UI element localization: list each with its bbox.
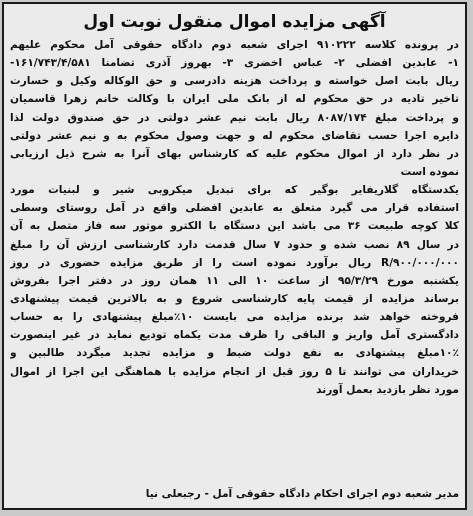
notice-line: مورد نظر بازدید بعمل آورند [316,383,459,396]
notice-line: یکدستگاه گلاریفایر بوگیر که برای تبدیل میکروبی شیر و لبنیات مورد [10,184,459,197]
notice-line: ریال بابت اصل خواسته و پرداخت هزینه دادرسی و حق الوکاله وکیل و خسارت [10,75,459,88]
notice-line: R/۹۰۰/۰۰۰/۰۰۰ ریال برآورد نموده است را از طریق مزایده حضوری در روز [10,256,459,269]
notice-line: استفاده قرار می گیرد متعلق به عابدین افضلی واقع در آمل روستای وسطی [10,202,459,215]
notice-line: و پرداخت مبلغ ۸۰۸۷/۱۷۴ ریال بابت نیم عشر دولتی در حق صندوق دولت لذا [10,111,459,124]
notice-line: کلا کوچه طبیعت ۳۶ می باشد این دستگاه با الکترو موتور سه فاز متصل به آن [10,220,459,233]
auction-notice [2,2,467,510]
notice-title: آگهی مزایده اموال منقول نوبت اول [83,12,386,32]
notice-line: تاخیر تادیه در حق محکوم له از بانک ملی ایران با وکالت خانم زهرا قاسمیان [10,93,459,106]
notice-line: دایره اجرا حسب تقاضای محکوم له و جهت وصول محکوم به و نیم عشر دولتی [10,129,459,142]
notice-signature: مدیر شعبه دوم اجرای احکام دادگاه حقوقی آمل - رجبعلی نیا [145,488,459,500]
notice-line: در پرونده کلاسه ۹۱۰۲۲۲ اجرای شعبه دوم دادگاه حقوقی آمل محکوم علیهم [10,39,459,51]
notice-line: فروخته خواهد شد برنده مزایده می بایست ۱۰٪مبلغ پیشنهادی را به حساب [10,311,459,324]
notice-line: خریداران می توانند تا ۵ روز قبل از انجام مزایده با هماهنگی این اجرا از اموال [10,365,459,378]
notice-line: دادگستری آمل واریز و الباقی را ظرف مدت یکماه تودیع نماید در غیر اینصورت [10,329,459,342]
notice-body [10,36,459,399]
notice-line: در نظر دارد از اموال محکوم علیه که کارشناس بهای آنرا به شرح ذیل ارزیابی [10,147,459,160]
notice-line: ۱۰٪مبلغ پیشنهادی به نفع دولت ضبط و مزایده تجدید میگردد طالبین و [10,347,459,360]
notice-line: یکشنبه مورخ ۹۵/۳/۲۹ از ساعت ۱۰ الی ۱۱ همان روز در دفتر اجرا بفروش [10,274,459,287]
notice-line: در سال ۸۹ نصب شده و حدود ۷ سال قدمت دارد کارشناسی ارزش آن را مبلغ [10,238,459,251]
notice-line: برساند مزایده از قیمت پایه کارشناسی شروع و به بالاترین قیمت پیشنهادی [10,292,459,305]
notice-line: نموده است [400,165,459,178]
notice-line: ۱- عابدین افضلی ۲- عباس اخضری ۳- بهروز آذری تضامنا ۱۶۱/۷۴۳/۴/۵۸۱- [10,57,459,70]
